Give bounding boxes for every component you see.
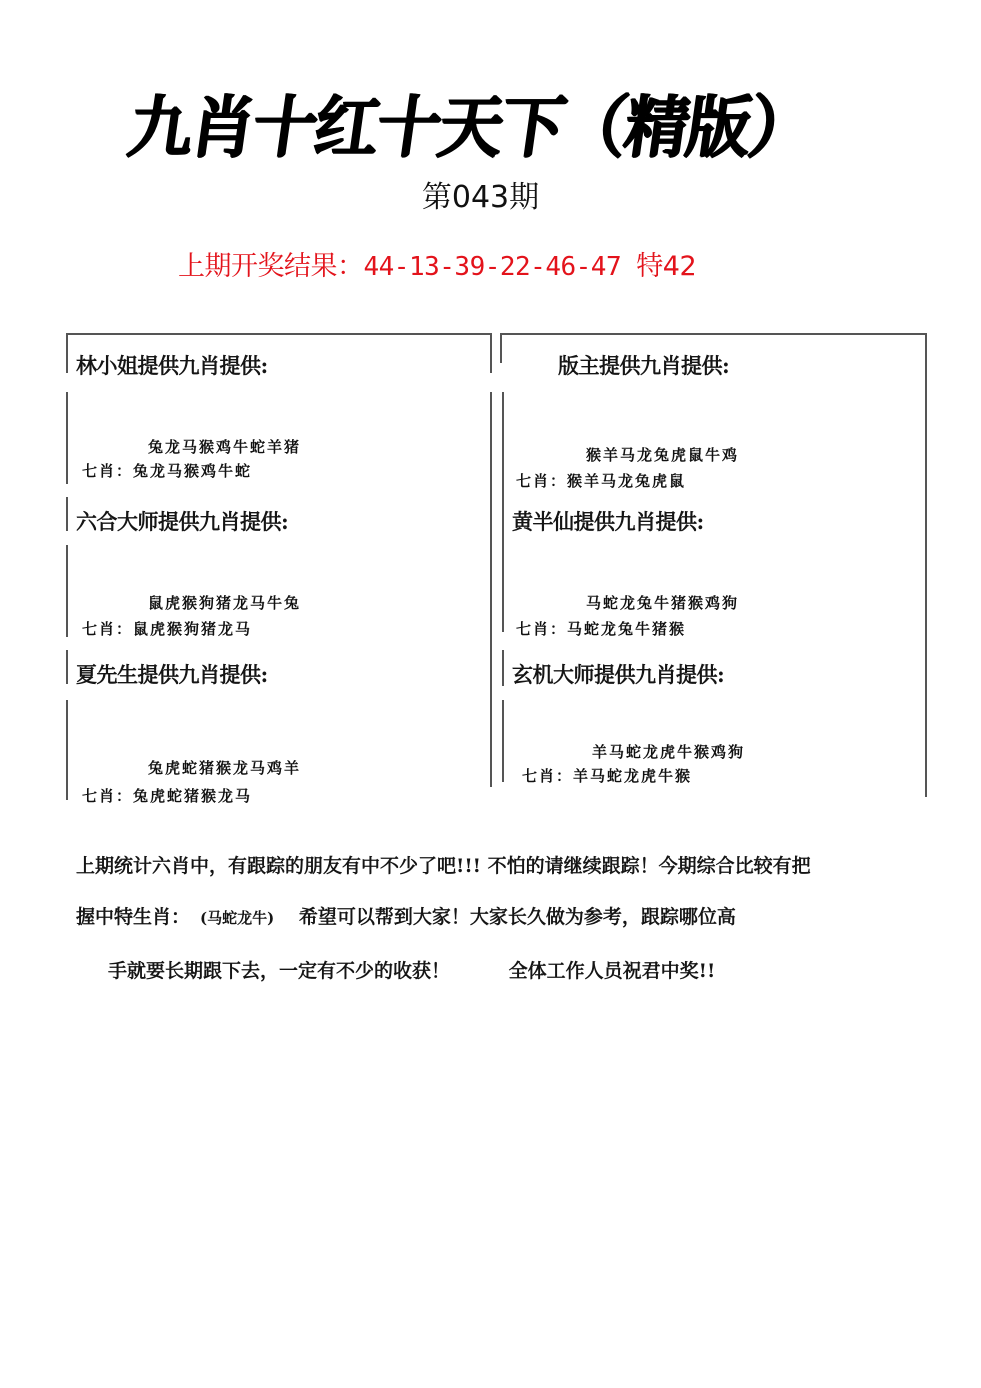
seven-zodiac-list: 马蛇龙兔牛猪猴 <box>567 620 687 638</box>
seven-zodiac-list: 兔虎蛇猪猴龙马 <box>133 787 253 805</box>
seven-zodiac-line <box>516 618 686 639</box>
footer-line-1 <box>76 851 896 878</box>
grid-top-border-right <box>502 333 927 335</box>
block-header: 版主提供九肖提供: <box>558 353 730 378</box>
seven-zodiac-label: 七肖： <box>82 620 134 638</box>
nine-zodiac-list: 鼠虎猴狗猪龙马牛兔 <box>148 594 302 612</box>
grid-center-border-right-4 <box>502 700 504 782</box>
grid-center-border-right-3 <box>502 650 504 686</box>
last-result-numbers: 44-13-39-22-46-47 <box>363 252 622 282</box>
grid-left-border-3 <box>66 497 68 531</box>
nine-zodiac-list: 羊马蛇龙虎牛猴鸡狗 <box>592 743 746 761</box>
seven-zodiac-list: 鼠虎猴狗猪龙马 <box>133 620 253 638</box>
grid-left-border-2 <box>66 392 68 484</box>
footer-line-3-a: 手就要长期跟下去，一定有不少的收获！ <box>108 960 451 982</box>
seven-zodiac-list: 猴羊马龙兔虎鼠 <box>567 472 687 490</box>
seven-zodiac-line <box>82 785 252 806</box>
footer-line-1-text: 上期统计六肖中，有跟踪的朋友有中不少了吧!!! 不怕的请继续跟踪！今期综合比较有把 <box>76 855 811 877</box>
grid-top-border-left <box>66 333 490 335</box>
block-header: 林小姐提供九肖提供: <box>76 353 268 378</box>
prediction-block-3 <box>76 506 496 646</box>
prediction-block-4 <box>512 506 932 646</box>
footer-line-2-b: 希望可以帮到大家！大家长久做为参考，跟踪哪位高 <box>298 906 736 928</box>
nine-zodiac-list: 兔龙马猴鸡牛蛇羊猪 <box>148 438 302 456</box>
seven-zodiac-line <box>82 460 252 481</box>
footer-line-2-a: 握中特生肖： <box>76 906 191 928</box>
grid-left-border-5 <box>66 650 68 684</box>
issue-number-text: 第043期 <box>421 180 540 215</box>
nine-zodiac-list: 兔虎蛇猪猴龙马鸡羊 <box>148 759 302 777</box>
footer-line-2 <box>76 902 896 929</box>
block-header: 六合大师提供九肖提供: <box>76 509 289 534</box>
footer-line-3-b: 全体工作人员祝君中奖!! <box>508 960 716 982</box>
prediction-block-2 <box>516 350 978 490</box>
seven-zodiac-line <box>516 470 686 491</box>
grid-center-border-right-2 <box>502 392 504 632</box>
prediction-block-1 <box>76 350 496 490</box>
prediction-block-6 <box>512 659 932 799</box>
nine-zodiac-list: 猴羊马龙兔虎鼠牛鸡 <box>586 446 740 464</box>
seven-zodiac-list: 羊马蛇龙虎牛猴 <box>573 767 693 785</box>
seven-zodiac-label: 七肖： <box>82 787 134 805</box>
seven-zodiac-label: 七肖： <box>516 472 568 490</box>
seven-zodiac-line <box>82 618 252 639</box>
seven-zodiac-label: 七肖： <box>522 767 574 785</box>
special-number: 特42 <box>636 251 697 282</box>
seven-zodiac-line <box>522 765 692 786</box>
block-header: 玄机大师提供九肖提供: <box>512 662 725 687</box>
block-header: 夏先生提供九肖提供: <box>76 662 268 687</box>
page-title: 九肖十红十天下（精版） <box>123 89 817 168</box>
prediction-block-5 <box>76 659 496 805</box>
special-zodiac-pick: (马蛇龙牛) <box>200 909 275 927</box>
grid-center-border-right <box>500 333 502 363</box>
footer-line-3 <box>108 956 888 983</box>
last-result-label: 上期开奖结果： <box>178 251 364 282</box>
block-header: 黄半仙提供九肖提供: <box>512 509 704 534</box>
seven-zodiac-label: 七肖： <box>516 620 568 638</box>
grid-left-border-4 <box>66 545 68 637</box>
seven-zodiac-list: 兔龙马猴鸡牛蛇 <box>133 462 253 480</box>
grid-left-border-1 <box>66 333 68 373</box>
nine-zodiac-list: 马蛇龙兔牛猪猴鸡狗 <box>586 594 740 612</box>
grid-left-border-6 <box>66 700 68 800</box>
seven-zodiac-label: 七肖： <box>82 462 134 480</box>
